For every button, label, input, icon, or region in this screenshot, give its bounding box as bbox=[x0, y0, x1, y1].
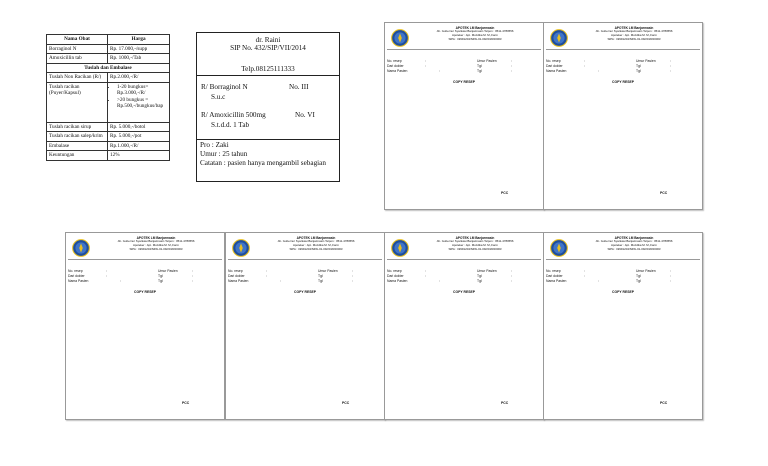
colon: : bbox=[425, 269, 426, 273]
umur-pasien-label: Umur Pasien bbox=[158, 269, 178, 273]
apotek-header bbox=[568, 236, 700, 252]
colon: : bbox=[670, 279, 671, 283]
apotek-logo-icon bbox=[550, 239, 568, 257]
copy-resep-title: COPY RESEP bbox=[134, 290, 156, 294]
colon: : bbox=[425, 274, 426, 278]
header-divider bbox=[546, 49, 700, 50]
tgl-label: Tgl bbox=[636, 64, 641, 68]
prescription bbox=[196, 32, 340, 182]
colon: : bbox=[425, 64, 426, 68]
apotek-address: Jln. Gubernur Syarkawi Banjarmasin Telpon : 0511-4780556 bbox=[595, 29, 673, 34]
nama-pasien-label: Nama Pasien bbox=[546, 279, 567, 283]
recipe-1-qty: No. III bbox=[289, 83, 309, 91]
fee-price: Rp. 5.000,-/botol bbox=[108, 122, 170, 132]
apotek-apoteker: Apoteker : Apt. Muzdika M. M.,Farm bbox=[451, 33, 499, 38]
colon: : bbox=[511, 269, 512, 273]
no-resep-label: No. resep bbox=[68, 269, 83, 273]
fee-price-list bbox=[108, 82, 170, 122]
pcc-label: PCC bbox=[501, 401, 509, 405]
pcc-label: PCC bbox=[182, 401, 190, 405]
apotek-name: APOTEK LM Banjarmasin bbox=[296, 236, 336, 240]
fee-name: Tuslah racikan salep/krim bbox=[47, 132, 108, 142]
umur-pasien-label: Umur Pasien bbox=[318, 269, 338, 273]
fee-name: Tuslah racikan sirup bbox=[47, 122, 108, 132]
pcc-label: PCC bbox=[660, 401, 668, 405]
pcc-label: PCC bbox=[501, 191, 509, 195]
table-row bbox=[47, 141, 170, 151]
apotek-address: Jln. Gubernur Syarkawi Banjarmasin Telpon : 0511-4780556 bbox=[117, 239, 195, 244]
apotek-logo-icon bbox=[391, 29, 409, 47]
prescription-footer bbox=[200, 141, 336, 168]
dari-dokter-label: Dari dokter bbox=[546, 64, 563, 68]
fee-name: Keuntungan bbox=[47, 151, 108, 161]
nama-pasien-label: Nama Pasien bbox=[228, 279, 249, 283]
header-divider bbox=[387, 49, 541, 50]
no-resep-label: No. resep bbox=[387, 269, 402, 273]
colon: : bbox=[266, 269, 267, 273]
drug-price: Rp. 1000,-/Tab bbox=[108, 54, 170, 64]
colon: : bbox=[511, 279, 512, 283]
colon: : bbox=[511, 69, 512, 73]
table-row bbox=[47, 151, 170, 161]
colon: : bbox=[511, 274, 512, 278]
apotek-sipa: SIPA : 19991204/SIPA-01-09/2018/20003 bbox=[289, 247, 343, 252]
fee-price: Rp.2.000,-/R/ bbox=[108, 73, 170, 83]
apotek-sipa: SIPA : 19991204/SIPA-01-09/2018/20003 bbox=[448, 37, 502, 42]
colon: : bbox=[192, 269, 193, 273]
colon: : bbox=[670, 64, 671, 68]
recipe-2-drug: R/ Amoxicillin 500mg bbox=[201, 111, 266, 119]
fee-name: Tuslah racikan (Puyer/Kapsul) bbox=[47, 82, 108, 122]
header-divider bbox=[68, 259, 222, 260]
apotek-apoteker: Apoteker : Apt. Muzdika M. M.,Farm bbox=[451, 243, 499, 248]
fee-price: 12% bbox=[108, 151, 170, 161]
apotek-apoteker: Apoteker : Apt. Muzdika M. M.,Farm bbox=[610, 33, 658, 38]
apotek-header bbox=[568, 26, 700, 42]
fee-price: Rp. 5.000,-/pot bbox=[108, 132, 170, 142]
no-resep-label: No. resep bbox=[387, 59, 402, 63]
tgl-label: Tgl bbox=[318, 279, 323, 283]
copy-resep-title: COPY RESEP bbox=[294, 290, 316, 294]
prescription-header bbox=[197, 33, 339, 76]
colon: : bbox=[280, 279, 281, 283]
umur-pasien-label: Umur Pasien bbox=[477, 59, 497, 63]
apotek-apoteker: Apoteker : Apt. Muzdika M. M.,Farm bbox=[292, 243, 340, 248]
colon: : bbox=[266, 274, 267, 278]
fee-name: Tuslah Non Racikan (R/) bbox=[47, 73, 108, 83]
tgl-label: Tgl bbox=[636, 279, 641, 283]
drug-name: Borraginol N bbox=[47, 44, 108, 54]
tgl-label: Tgl bbox=[477, 274, 482, 278]
col-nama-obat: Nama Obat bbox=[47, 35, 108, 45]
apotek-address: Jln. Gubernur Syarkawi Banjarmasin Telpon : 0511-4780556 bbox=[436, 29, 514, 34]
header-divider bbox=[546, 259, 700, 260]
apotek-name: APOTEK LM Banjarmasin bbox=[614, 26, 654, 30]
apotek-address: Jln. Gubernur Syarkawi Banjarmasin Telpon : 0511-4780556 bbox=[595, 239, 673, 244]
apotek-address: Jln. Gubernur Syarkawi Banjarmasin Telpon : 0511-4780556 bbox=[436, 239, 514, 244]
drug-name: Amoxicillin tab bbox=[47, 54, 108, 64]
apotek-header bbox=[409, 26, 541, 42]
colon: : bbox=[439, 279, 440, 283]
colon: : bbox=[670, 274, 671, 278]
recipe-1-signa: S.u.c bbox=[211, 93, 226, 101]
header-divider bbox=[387, 259, 541, 260]
apotek-header bbox=[250, 236, 382, 252]
table-row bbox=[47, 132, 170, 142]
copy-resep-card bbox=[225, 232, 385, 420]
copy-resep-card bbox=[543, 232, 703, 420]
colon: : bbox=[192, 279, 193, 283]
tgl-label: Tgl bbox=[636, 69, 641, 73]
colon: : bbox=[106, 269, 107, 273]
umur-pasien-label: Umur Pasien bbox=[636, 269, 656, 273]
apotek-name: APOTEK LM Banjarmasin bbox=[455, 236, 495, 240]
apotek-name: APOTEK LM Banjarmasin bbox=[455, 26, 495, 30]
recipe-2-signa: S.t.d.d. 1 Tab bbox=[211, 121, 250, 129]
colon: : bbox=[511, 64, 512, 68]
fee-bullet: • >20 bungkus = Rp.500,-/bungkus/bap bbox=[117, 97, 167, 110]
fee-bullet: • 1-20 bungkus= Rp.3.000,-/R/ bbox=[117, 84, 167, 97]
apotek-header bbox=[90, 236, 222, 252]
colon: : bbox=[670, 69, 671, 73]
patient-name: Pro : Zaki bbox=[200, 141, 229, 149]
apotek-name: APOTEK LM Banjarmasin bbox=[136, 236, 176, 240]
fee-price: Rp.1.000,-/R/ bbox=[108, 141, 170, 151]
copy-resep-title: COPY RESEP bbox=[453, 290, 475, 294]
apotek-header bbox=[409, 236, 541, 252]
dari-dokter-label: Dari dokter bbox=[228, 274, 245, 278]
colon: : bbox=[352, 274, 353, 278]
apotek-sipa: SIPA : 19991204/SIPA-01-09/2018/20003 bbox=[607, 247, 661, 252]
apotek-logo-icon bbox=[232, 239, 250, 257]
colon: : bbox=[584, 274, 585, 278]
apotek-logo-icon bbox=[550, 29, 568, 47]
nama-pasien-label: Nama Pasien bbox=[387, 69, 408, 73]
colon: : bbox=[598, 69, 599, 73]
colon: : bbox=[106, 274, 107, 278]
table-row bbox=[47, 82, 170, 122]
tgl-label: Tgl bbox=[318, 274, 323, 278]
price-table bbox=[46, 34, 170, 161]
doctor-sip: SIP No. 432/SIP/VII/2014 bbox=[230, 44, 306, 52]
nama-pasien-label: Nama Pasien bbox=[546, 69, 567, 73]
apotek-apoteker: Apoteker : Apt. Muzdika M. M.,Farm bbox=[610, 243, 658, 248]
patient-age: Umur : 25 tahun bbox=[200, 150, 248, 158]
header-divider bbox=[228, 259, 382, 260]
tgl-label: Tgl bbox=[158, 279, 163, 283]
colon: : bbox=[425, 59, 426, 63]
colon: : bbox=[439, 69, 440, 73]
colon: : bbox=[120, 279, 121, 283]
copy-resep-title: COPY RESEP bbox=[612, 290, 634, 294]
price-table-header bbox=[47, 35, 170, 45]
prescription-body bbox=[197, 75, 339, 140]
drug-price: Rp. 17.000,-/supp bbox=[108, 44, 170, 54]
pcc-label: PCC bbox=[342, 401, 350, 405]
apotek-sipa: SIPA : 19991204/SIPA-01-09/2018/20003 bbox=[607, 37, 661, 42]
apotek-address: Jln. Gubernur Syarkawi Banjarmasin Telpon : 0511-4780556 bbox=[277, 239, 355, 244]
table-row bbox=[47, 73, 170, 83]
apotek-name: APOTEK LM Banjarmasin bbox=[614, 236, 654, 240]
copy-resep-title: COPY RESEP bbox=[612, 80, 634, 84]
table-section-row bbox=[47, 63, 170, 73]
colon: : bbox=[584, 64, 585, 68]
fee-name: Embalase bbox=[47, 141, 108, 151]
no-resep-label: No. resep bbox=[546, 59, 561, 63]
section-title: Tuslah dan Embalase bbox=[47, 63, 170, 73]
col-harga: Harga bbox=[108, 35, 170, 45]
colon: : bbox=[352, 269, 353, 273]
umur-pasien-label: Umur Pasien bbox=[477, 269, 497, 273]
colon: : bbox=[352, 279, 353, 283]
colon: : bbox=[670, 59, 671, 63]
apotek-logo-icon bbox=[391, 239, 409, 257]
copy-resep-card bbox=[384, 232, 544, 420]
colon: : bbox=[584, 59, 585, 63]
colon: : bbox=[598, 279, 599, 283]
table-row bbox=[47, 54, 170, 64]
pcc-label: PCC bbox=[660, 191, 668, 195]
prescription-note: Catatan : pasien hanya mengambil sebagian bbox=[200, 159, 326, 167]
colon: : bbox=[584, 269, 585, 273]
doctor-name: dr. Raini bbox=[255, 36, 281, 44]
colon: : bbox=[511, 59, 512, 63]
apotek-logo-icon bbox=[72, 239, 90, 257]
tgl-label: Tgl bbox=[158, 274, 163, 278]
tgl-label: Tgl bbox=[477, 279, 482, 283]
recipe-2-qty: No. VI bbox=[295, 111, 315, 119]
dari-dokter-label: Dari dokter bbox=[68, 274, 85, 278]
umur-pasien-label: Umur Pasien bbox=[636, 59, 656, 63]
copy-resep-card bbox=[543, 22, 703, 210]
tgl-label: Tgl bbox=[477, 69, 482, 73]
table-row bbox=[47, 44, 170, 54]
nama-pasien-label: Nama Pasien bbox=[387, 279, 408, 283]
colon: : bbox=[192, 274, 193, 278]
table-row bbox=[47, 122, 170, 132]
colon: : bbox=[670, 269, 671, 273]
dari-dokter-label: Dari dokter bbox=[387, 274, 404, 278]
dari-dokter-label: Dari dokter bbox=[546, 274, 563, 278]
no-resep-label: No. resep bbox=[546, 269, 561, 273]
nama-pasien-label: Nama Pasien bbox=[68, 279, 89, 283]
tgl-label: Tgl bbox=[477, 64, 482, 68]
apotek-sipa: SIPA : 19991204/SIPA-01-09/2018/20003 bbox=[448, 247, 502, 252]
apotek-sipa: SIPA : 19991204/SIPA-01-09/2018/20003 bbox=[129, 247, 183, 252]
no-resep-label: No. resep bbox=[228, 269, 243, 273]
copy-resep-card bbox=[384, 22, 544, 210]
tgl-label: Tgl bbox=[636, 274, 641, 278]
apotek-apoteker: Apoteker : Apt. Muzdika M. M.,Farm bbox=[132, 243, 180, 248]
dari-dokter-label: Dari dokter bbox=[387, 64, 404, 68]
copy-resep-card bbox=[65, 232, 225, 420]
copy-resep-title: COPY RESEP bbox=[453, 80, 475, 84]
doctor-phone: Telp.08125111333 bbox=[241, 65, 295, 73]
recipe-1-drug: R/ Borraginol N bbox=[201, 83, 248, 91]
